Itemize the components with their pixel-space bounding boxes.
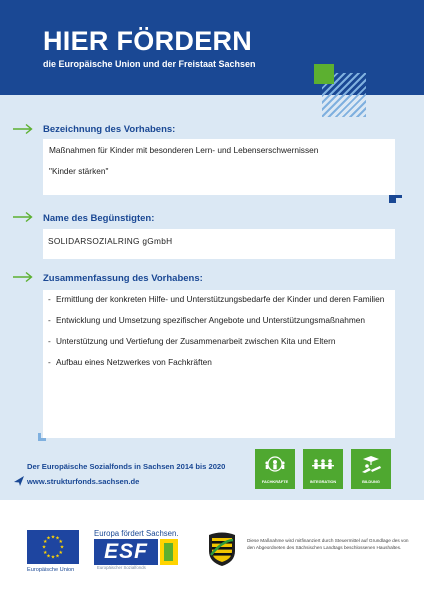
corner-decoration bbox=[38, 438, 46, 441]
website-link[interactable]: www.strukturfonds.sachsen.de bbox=[27, 477, 140, 486]
page-title: HIER FÖRDERN bbox=[43, 26, 253, 56]
esf-wordmark: ESF bbox=[104, 540, 148, 563]
eu-flag-logo bbox=[27, 530, 79, 564]
beneficiary-label: Name des Begünstigten: bbox=[43, 213, 155, 224]
svg-text:★: ★ bbox=[46, 553, 51, 560]
page-subtitle: die Europäische Union und der Freistaat Sachsen bbox=[43, 59, 256, 69]
tile-label: INTEGRATION bbox=[309, 479, 337, 484]
disclaimer-text: Diese Maßnahme wird mitfinanziert durch Steuermittel auf Grundlage des von den Abgeordneten des Sächsischen Landtags beschlossenen Haushaltes. bbox=[247, 538, 409, 550]
esf-info-text: Der Europäische Sozialfonds in Sachsen 2014 bis 2020 bbox=[27, 462, 226, 471]
tile-fachkraefte bbox=[255, 449, 295, 489]
esf-logo bbox=[94, 539, 180, 567]
tile-label: FACHKRÄFTE bbox=[261, 479, 289, 484]
paper-plane-icon bbox=[14, 476, 24, 486]
europa-foerdert-label: Europa fördert Sachsen. bbox=[94, 529, 179, 538]
svg-text:★: ★ bbox=[42, 550, 48, 556]
summary-box bbox=[43, 290, 395, 438]
list-item: - Entwicklung und Umsetzung spezifischer Angebote und Unterstützungsmaßnahmen bbox=[48, 315, 366, 325]
svg-text:★: ★ bbox=[42, 539, 48, 545]
svg-text:★: ★ bbox=[50, 534, 56, 541]
svg-text:★: ★ bbox=[41, 544, 47, 551]
corner-decoration bbox=[389, 195, 396, 203]
tile-integration bbox=[303, 449, 343, 489]
svg-text:★: ★ bbox=[55, 535, 60, 542]
summary-label: Zusammenfassung des Vorhabens: bbox=[43, 273, 203, 284]
project-line2: "Kinder stärken" bbox=[49, 166, 109, 176]
corner-decoration bbox=[396, 195, 402, 198]
svg-text:★: ★ bbox=[58, 550, 64, 556]
tile-label: BILDUNG bbox=[362, 479, 380, 484]
project-box bbox=[43, 139, 395, 195]
education-icon bbox=[359, 455, 383, 477]
eu-stars-icon bbox=[27, 530, 79, 564]
project-line1: Maßnahmen für Kinder mit besonderen Lern- und Lebenserschwernissen bbox=[49, 145, 319, 155]
beneficiary-box bbox=[43, 229, 395, 259]
list-item: - Ermittlung der konkreten Hilfe- und Unterstützungsbedarfe der Kinder und deren Familien bbox=[48, 294, 385, 304]
svg-text:★: ★ bbox=[59, 544, 65, 551]
svg-text:★: ★ bbox=[46, 535, 51, 542]
people-icon bbox=[263, 455, 287, 477]
arrow-right-icon bbox=[12, 123, 34, 135]
beneficiary-name: SOLIDARSOZIALRING gGmbH bbox=[48, 236, 173, 246]
saxony-coat-of-arms-icon bbox=[207, 531, 237, 567]
arrow-right-icon bbox=[12, 211, 34, 223]
esf-sub-label: Europäischer Sozialfonds bbox=[97, 565, 146, 570]
svg-text:★: ★ bbox=[55, 553, 60, 560]
project-label: Bezeichnung des Vorhabens: bbox=[43, 124, 176, 135]
integration-icon bbox=[311, 455, 335, 477]
green-square-decoration bbox=[314, 64, 334, 84]
eu-label: Europäische Union bbox=[27, 567, 75, 573]
arrow-right-icon bbox=[12, 271, 34, 283]
list-item: - Unterstützung und Vertiefung der Zusammenarbeit zwischen Kita und Eltern bbox=[48, 336, 336, 346]
svg-text:★: ★ bbox=[58, 539, 64, 545]
list-item: - Aufbau eines Netzwerkes von Fachkräften bbox=[48, 357, 212, 367]
tile-bildung bbox=[351, 449, 391, 489]
svg-text:★: ★ bbox=[50, 554, 56, 561]
